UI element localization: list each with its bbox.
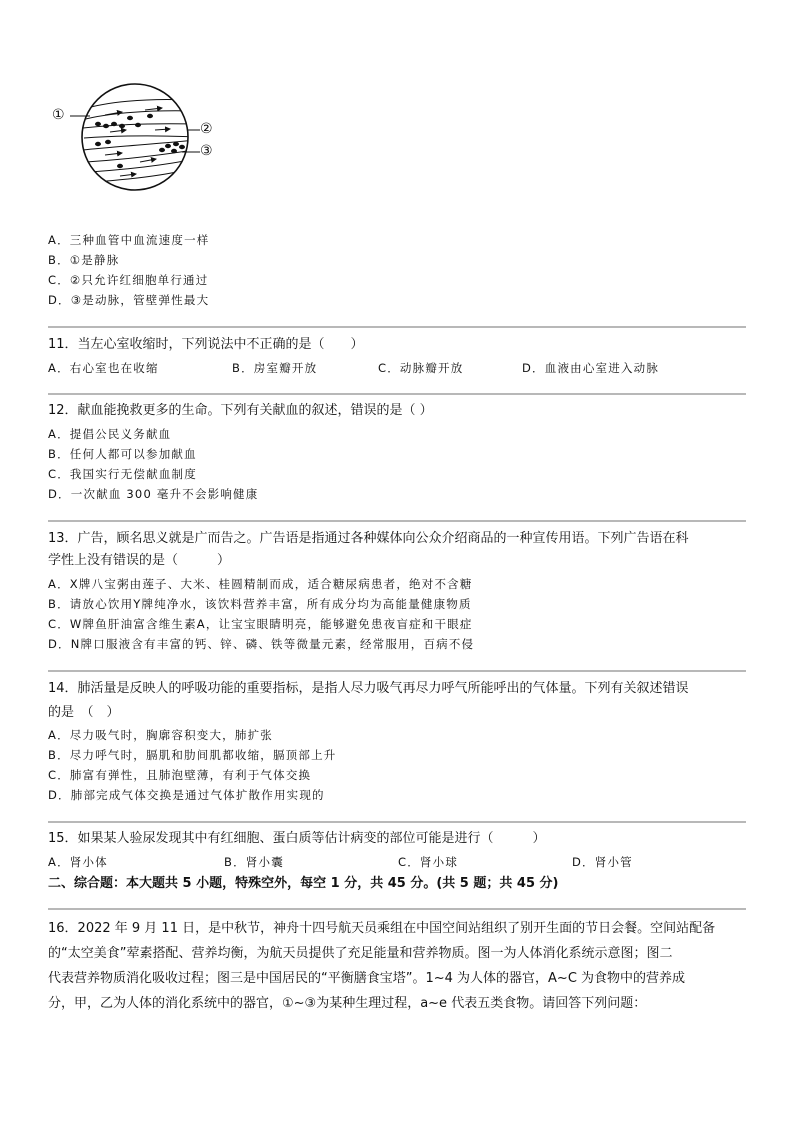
q11-option-a: A．右心室也在收缩 <box>48 361 159 375</box>
q11-stem: 11．当左心室收缩时，下列说法中不正确的是（ ） <box>48 337 364 352</box>
q10-option-a: A．三种血管中血流速度一样 <box>48 233 210 247</box>
q12-option-d: D．一次献血 300 毫升不会影响健康 <box>48 487 259 501</box>
callout-1: ① <box>52 107 65 123</box>
q12-option-c: C．我国实行无偿献血制度 <box>48 467 197 481</box>
divider <box>48 520 746 522</box>
q16-line3: 代表营养物质消化吸收过程；图三是中国居民的“平衡膳食宝塔”。1~4 为人体的器官，A~C 为食物中的营养成 <box>48 971 686 986</box>
divider <box>48 908 746 910</box>
q12-stem: 12．献血能挽救更多的生命。下列有关献血的叙述，错误的是（ ） <box>48 403 433 418</box>
q11-option-c: C．动脉瓣开放 <box>378 361 464 375</box>
q14-option-c: C．肺富有弹性，且肺泡壁薄，有利于气体交换 <box>48 768 312 782</box>
q13-stem-line2: 学性上没有错误的是（ ） <box>48 553 231 568</box>
q16-line1: 16．2022 年 9 月 11 日，是中秋节，神舟十四号航天员乘组在中国空间站组织了别开生面的节日会餐。空间站配备 <box>48 921 716 936</box>
q11-option-d: D．血液由心室进入动脉 <box>522 361 660 375</box>
q16-line2: 的“太空美食”荤素搭配、营养均衡，为航天员提供了充足能量和营养物质。图一为人体消化系统示意图；图二 <box>48 946 673 961</box>
q13-option-a: A．X牌八宝粥由莲子、大米、桂圆精制而成，适合糖尿病患者，绝对不含糖 <box>48 577 473 591</box>
q10-option-c: C．②只允许红细胞单行通过 <box>48 273 209 287</box>
q14-option-a: A．尽力吸气时，胸廓容积变大，肺扩张 <box>48 728 273 742</box>
q15-option-c: C．肾小球 <box>398 855 459 869</box>
q14-option-d: D．肺部完成气体交换是通过气体扩散作用实现的 <box>48 788 325 802</box>
divider <box>48 821 746 823</box>
q13-option-b: B．请放心饮用Y牌纯净水，该饮料营养丰富，所有成分均为高能量健康物质 <box>48 597 472 611</box>
divider <box>48 326 746 328</box>
q10-option-d: D．③是动脉，管壁弹性最大 <box>48 293 210 307</box>
q15-option-b: B．肾小囊 <box>224 855 284 869</box>
q12-option-a: A．提倡公民义务献血 <box>48 427 172 441</box>
blood-vessel-figure <box>50 80 220 195</box>
q16-line4: 分，甲，乙为人体的消化系统中的器官，①~③为某种生理过程，a~e 代表五类食物。请回答下列问题： <box>48 996 647 1011</box>
section-heading: 二、综合题：本大题共 5 小题，特殊空外，每空 1 分，共 45 分。(共 5 题；共 45 分) <box>48 876 559 891</box>
q13-option-d: D．N牌口服液含有丰富的钙、锌、磷、铁等微量元素，经常服用，百病不侵 <box>48 637 475 651</box>
q11-option-b: B．房室瓣开放 <box>232 361 318 375</box>
divider <box>48 393 746 395</box>
q15-option-a: A．肾小体 <box>48 855 108 869</box>
divider <box>48 670 746 672</box>
q13-stem-line1: 13．广告，顾名思义就是广而告之。广告语是指通过各种媒体向公众介绍商品的一种宣传用语。下列广告语在科 <box>48 531 689 546</box>
q14-stem-line2: 的是 （ ） <box>48 705 120 720</box>
q15-option-d: D．肾小管 <box>572 855 633 869</box>
q14-stem-line1: 14．肺活量是反映人的呼吸功能的重要指标，是指人尽力吸气再尽力呼气所能呼出的气体量。下列有关叙述错误 <box>48 681 689 696</box>
callout-2: ② <box>200 121 213 137</box>
q15-stem: 15．如果某人验尿发现其中有红细胞、蛋白质等估计病变的部位可能是进行（ ） <box>48 831 546 846</box>
q14-option-b: B．尽力呼气时，膈肌和肋间肌都收缩，膈顶部上升 <box>48 748 337 762</box>
q10-option-b: B．①是静脉 <box>48 253 120 267</box>
q12-option-b: B．任何人都可以参加献血 <box>48 447 197 461</box>
callout-3: ③ <box>200 143 213 159</box>
q13-option-c: C．W牌鱼肝油富含维生素A，让宝宝眼睛明亮，能够避免患夜盲症和干眼症 <box>48 617 473 631</box>
